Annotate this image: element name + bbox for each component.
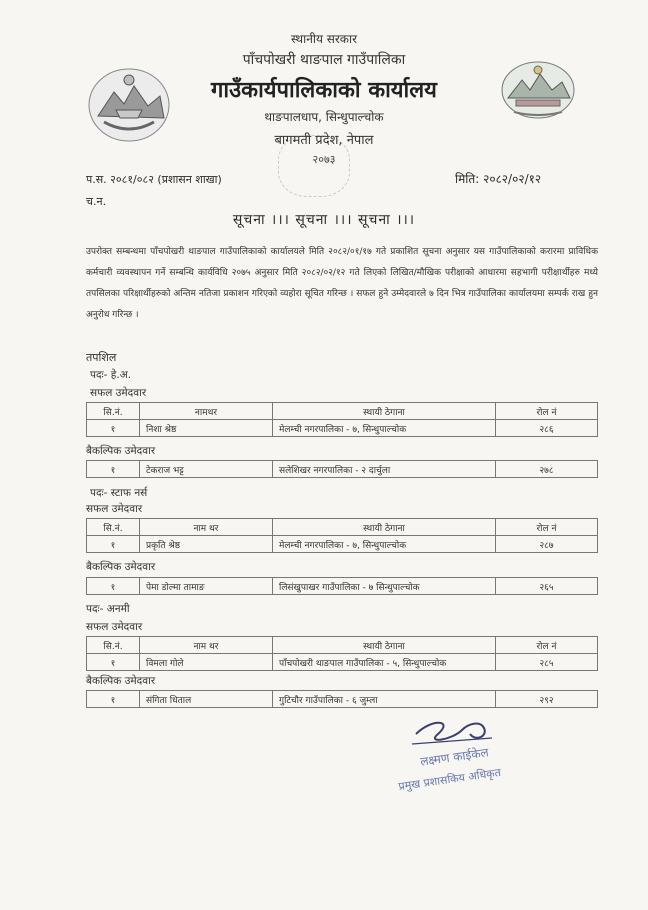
notice-body: उपरोक्त सम्बन्धमा पाँचपोखरी थाङपाल गाउँपालिकाको कार्यालयले मिति २०८२/०१/१७ गते प्रकाशित सूचना अनुसार यस गाउँपालिकाको करारमा प्राविधिक कर्मचारी व्यवस्थापन गर्ने सम्बन्धि कार्यविधि २०७५ अनुसार मिति २०८२/०२/१२ गते लिएको लिखित/मौखिक परीक्षाको आधारमा सहभागी परीक्षार्थीहरु मध्ये तपसिलका परिक्षार्थीहरुको अन्तिम नतिजा प्रकाशन गरिएको व्यहोरा सूचित गरिन्छ । सफल हुने उम्मेदवारले ७ दिन भित्र गाउँपालिका कार्यालयमा सम्पर्क राख हुन अनुरोध गरिन्छ । <box>86 247 598 320</box>
established-year: २०७३ <box>312 153 336 166</box>
office-address: थाङपालधाप, सिन्धुपाल्चोक <box>264 110 384 124</box>
alt-label-1: बैकल्पिक उमेदवार <box>86 445 156 457</box>
cell-roll: २९२ <box>496 691 598 708</box>
signatory-title: प्रमुख प्रशासकिय अधिकृत <box>397 765 502 794</box>
success-label-3: सफल उमेदवार <box>86 621 143 633</box>
alt-label-2: बैकल्पिक उमेदवार <box>86 561 156 573</box>
alt-label-3: बैकल्पिक उमेदवार <box>86 675 156 687</box>
table-row <box>87 536 598 553</box>
cell-sn: १ <box>87 420 140 437</box>
notice-date: मिति: २०८२/०२/१२ <box>455 172 542 186</box>
col-name: नाम थर <box>140 519 273 536</box>
success-table-3 <box>86 636 598 671</box>
tapasil-label: तपशिल <box>86 351 117 364</box>
col-sn: सि.नं. <box>87 519 140 536</box>
cell-sn: १ <box>87 461 140 478</box>
office-stamp <box>278 135 350 197</box>
notice-title: सूचना ।।। सूचना ।।। सूचना ।।। <box>232 212 416 228</box>
cell-roll: २८७ <box>496 536 598 553</box>
cell-address: मेलम्ची नगरपालिका - ७, सिन्धुपाल्चोक <box>273 536 496 553</box>
post-label-1: पदः- हे.अ. <box>90 369 132 381</box>
success-label-1: सफल उमेदवार <box>90 387 147 399</box>
cell-address: सलेशिखर नगरपालिका - २ दार्चुला <box>273 461 496 478</box>
table-header-row <box>87 637 598 654</box>
cell-address: गुटिचौर गाउँपालिका - ६ जुम्ला <box>273 691 496 708</box>
post-label-3: पदः- अनमी <box>86 603 130 615</box>
signatory-name: लक्ष्मण काईकेल <box>419 745 490 769</box>
cell-name: टेकराज भट्ट <box>140 461 273 478</box>
province-line: बागमती प्रदेश, नेपाल <box>274 133 374 148</box>
table-row <box>87 461 598 478</box>
col-sn: सि.नं. <box>87 403 140 420</box>
success-table-2 <box>86 518 598 553</box>
cell-name: संगिता धिताल <box>140 691 273 708</box>
table-row <box>87 420 598 437</box>
col-name: नामथर <box>140 403 273 420</box>
col-name: नाम थर <box>140 637 273 654</box>
col-roll: रोल नं <box>496 637 598 654</box>
table-row <box>87 578 598 595</box>
table-header-row <box>87 403 598 420</box>
cell-roll: २८६ <box>496 420 598 437</box>
col-address: स्थायी ठेगाना <box>273 637 496 654</box>
cell-name: प्रकृति श्रेष्ठ <box>140 536 273 553</box>
header-line-1: स्थानीय सरकार <box>291 32 357 46</box>
municipality-name: पाँचपोखरी थाङपाल गाउँपालिका <box>242 52 406 68</box>
cell-sn: १ <box>87 654 140 671</box>
cell-name: पेमा डोल्मा तामाङ <box>140 578 273 595</box>
cell-address: पाँचपोखरी थाङपाल गाउँपालिका - ५, सिन्धुपाल्चोक <box>273 654 496 671</box>
cell-roll: २६५ <box>496 578 598 595</box>
cell-sn: १ <box>87 691 140 708</box>
cell-address: मेलम्ची नगरपालिका - ७, सिन्धुपाल्चोक <box>273 420 496 437</box>
cell-name: विमला गोले <box>140 654 273 671</box>
col-address: स्थायी ठेगाना <box>273 519 496 536</box>
cell-address: लिसंखुपाखर गाउँपालिका - ७ सिन्धुपाल्चोक <box>273 578 496 595</box>
col-address: स्थायी ठेगाना <box>273 403 496 420</box>
table-row <box>87 654 598 671</box>
cell-roll: २८५ <box>496 654 598 671</box>
table-header-row <box>87 519 598 536</box>
office-title: गाउँकार्यपालिकाको कार्यालय <box>211 78 437 103</box>
col-roll: रोल नं <box>496 519 598 536</box>
cell-sn: १ <box>87 536 140 553</box>
col-roll: रोल नं <box>496 403 598 420</box>
cell-roll: २७८ <box>496 461 598 478</box>
success-table-1 <box>86 402 598 437</box>
cell-name: निशा श्रेष्ठ <box>140 420 273 437</box>
reference-number: प.स. २०८१/०८२ (प्रशासन शाखा) <box>86 173 222 186</box>
alt-table-1 <box>86 460 598 478</box>
alt-table-2 <box>86 577 598 595</box>
success-label-2: सफल उमेदवार <box>86 503 143 515</box>
dispatch-number: च.न. <box>86 195 107 208</box>
post-label-2: पदः- स्टाफ नर्स <box>90 487 148 499</box>
col-sn: सि.नं. <box>87 637 140 654</box>
cell-sn: १ <box>87 578 140 595</box>
